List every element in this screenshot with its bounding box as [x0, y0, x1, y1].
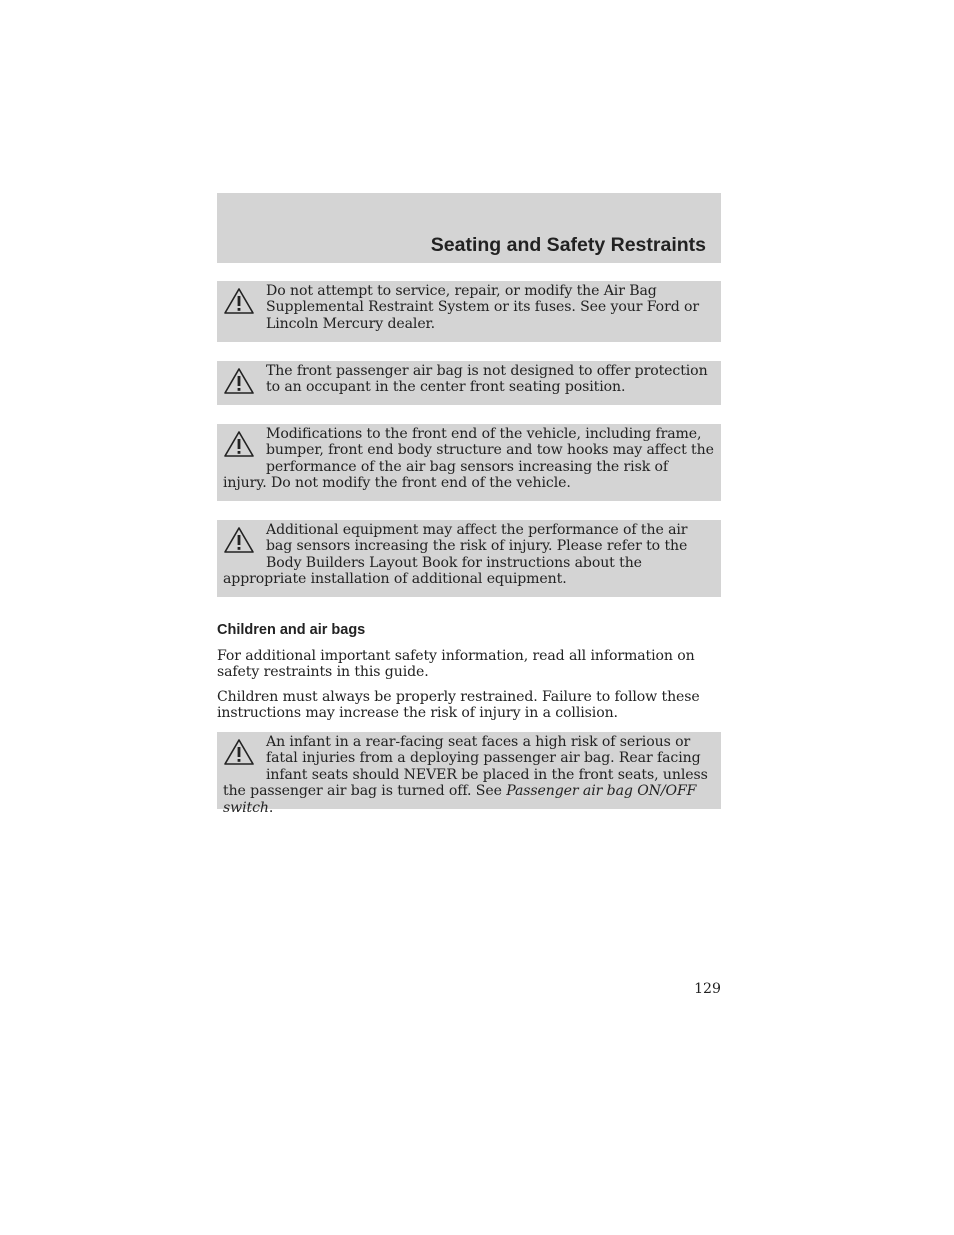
- body-paragraph: For additional important safety information, read all information on safety restraints in this guide.: [217, 648, 695, 681]
- warning-text: An infant in a rear-facing seat faces a high risk of serious or fatal injuries from a deploying passenger air bag. Rear facing infant seats should NEVER be placed in the front seats, unless the passenger air bag is turned off. See: [223, 734, 708, 800]
- warning-text: Additional equipment may affect the performance of the air bag sensors increasing the risk of injury. Please refer to the Body Builders Layout Book for instructions about the appropriate installation of additional equipment.: [223, 522, 688, 588]
- page-number: 129: [694, 981, 721, 997]
- warning-box: [217, 732, 721, 816]
- warning-triangle-icon: [223, 287, 255, 317]
- warning-box: [217, 424, 721, 501]
- warning-text-suffix: .: [268, 799, 274, 816]
- warning-box: [217, 281, 721, 342]
- warning-triangle-icon: [223, 738, 255, 768]
- warning-box: [217, 520, 721, 597]
- warning-triangle-icon: [223, 526, 255, 556]
- warning-text: Do not attempt to service, repair, or modify the Air Bag Supplemental Restraint System or its fuses. See your Ford or Lincoln Mercury dealer.: [266, 283, 700, 332]
- warning-box: [217, 361, 721, 405]
- section-header-band: [217, 193, 721, 263]
- cross-reference-link[interactable]: Passenger air bag ON/OFF switch: [223, 783, 697, 816]
- warning-triangle-icon: [223, 367, 255, 397]
- body-paragraph: Children must always be properly restrained. Failure to follow these instructions may increase the risk of injury in a collision.: [217, 689, 700, 722]
- warning-triangle-icon: [223, 430, 255, 460]
- warning-text: Modifications to the front end of the vehicle, including frame, bumper, front end body structure and tow hooks may affect the performance of the air bag sensors increasing the risk of injury. Do not modify the front end of the vehicle.: [223, 426, 714, 492]
- page-title: Seating and Safety Restraints: [430, 234, 706, 256]
- section-heading: Children and air bags: [217, 622, 366, 638]
- warning-text: The front passenger air bag is not designed to offer protection to an occupant in the center front seating position.: [266, 363, 708, 396]
